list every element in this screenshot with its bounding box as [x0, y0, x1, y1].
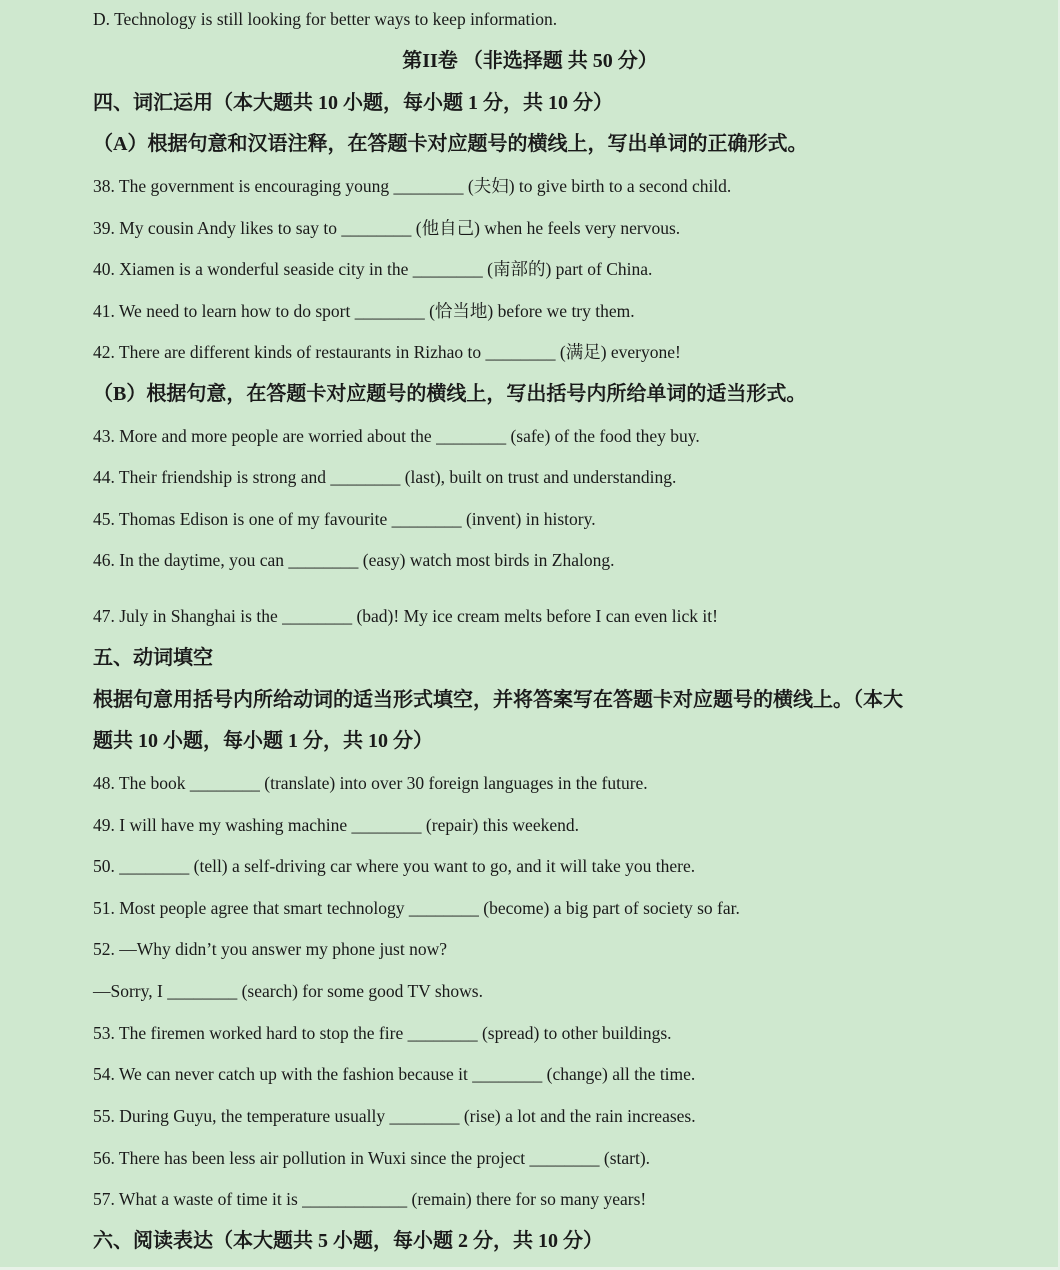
question-52-reply: —Sorry, I ________ (search) for some good TV shows. — [93, 981, 483, 1001]
question-50: 50. ________ (tell) a self-driving car where you want to go, and it will take you there. — [93, 856, 696, 876]
option-d-text: D. Technology is still looking for better ways to keep information. — [93, 9, 558, 29]
question-53: 53. The firemen worked hard to stop the fire ________ (spread) to other buildings. — [93, 1023, 672, 1043]
part-heading-reading: 六、阅读表达（本大题共 5 小题，每小题 2 分，共 10 分） — [93, 1230, 603, 1252]
instruction-a: （A）根据句意和汉语注释，在答题卡对应题号的横线上，写出单词的正确形式。 — [93, 133, 808, 155]
question-41: 41. We need to learn how to do sport ________ (恰当地) before we try them. — [93, 301, 635, 321]
question-38: 38. The government is encouraging young ________ (夫妇) to give birth to a second child. — [93, 176, 732, 196]
question-48: 48. The book ________ (translate) into over 30 foreign languages in the future. — [93, 773, 648, 793]
section-title: 第II卷 （非选择题 共 50 分） — [402, 50, 658, 72]
question-51: 51. Most people agree that smart technology ________ (become) a big part of society so far. — [93, 898, 740, 918]
question-57: 57. What a waste of time it is ____________ (remain) there for so many years! — [93, 1189, 647, 1209]
verb-instruction-line-1: 根据句意用括号内所给动词的适当形式填空，并将答案写在答题卡对应题号的横线上。（本大 — [93, 689, 903, 711]
question-43: 43. More and more people are worried about the ________ (safe) of the food they buy. — [93, 426, 700, 446]
question-56: 56. There has been less air pollution in Wuxi since the project ________ (start). — [93, 1148, 651, 1168]
question-47: 47. July in Shanghai is the ________ (bad)! My ice cream melts before I can even lick it! — [93, 606, 718, 626]
verb-instruction-line-2: 题共 10 小题，每小题 1 分，共 10 分） — [93, 730, 433, 752]
question-46: 46. In the daytime, you can ________ (easy) watch most birds in Zhalong. — [93, 550, 615, 570]
question-39: 39. My cousin Andy likes to say to ________ (他自己) when he feels very nervous. — [93, 218, 681, 238]
question-49: 49. I will have my washing machine ________ (repair) this weekend. — [93, 815, 579, 835]
part-heading-vocabulary: 四、词汇运用（本大题共 10 小题，每小题 1 分，共 10 分） — [93, 92, 613, 114]
question-55: 55. During Guyu, the temperature usually ________ (rise) a lot and the rain increases. — [93, 1106, 696, 1126]
question-52-prompt: 52. —Why didn’t you answer my phone just now? — [93, 939, 448, 959]
question-45: 45. Thomas Edison is one of my favourite ________ (invent) in history. — [93, 509, 596, 529]
instruction-b: （B）根据句意，在答题卡对应题号的横线上，写出括号内所给单词的适当形式。 — [93, 383, 807, 405]
question-42: 42. There are different kinds of restaurants in Rizhao to ________ (满足) everyone! — [93, 342, 681, 362]
question-54: 54. We can never catch up with the fashion because it ________ (change) all the time. — [93, 1064, 696, 1084]
question-40: 40. Xiamen is a wonderful seaside city in the ________ (南部的) part of China. — [93, 259, 653, 279]
question-44: 44. Their friendship is strong and ________ (last), built on trust and understanding. — [93, 467, 677, 487]
part-heading-verbs: 五、动词填空 — [93, 647, 213, 669]
